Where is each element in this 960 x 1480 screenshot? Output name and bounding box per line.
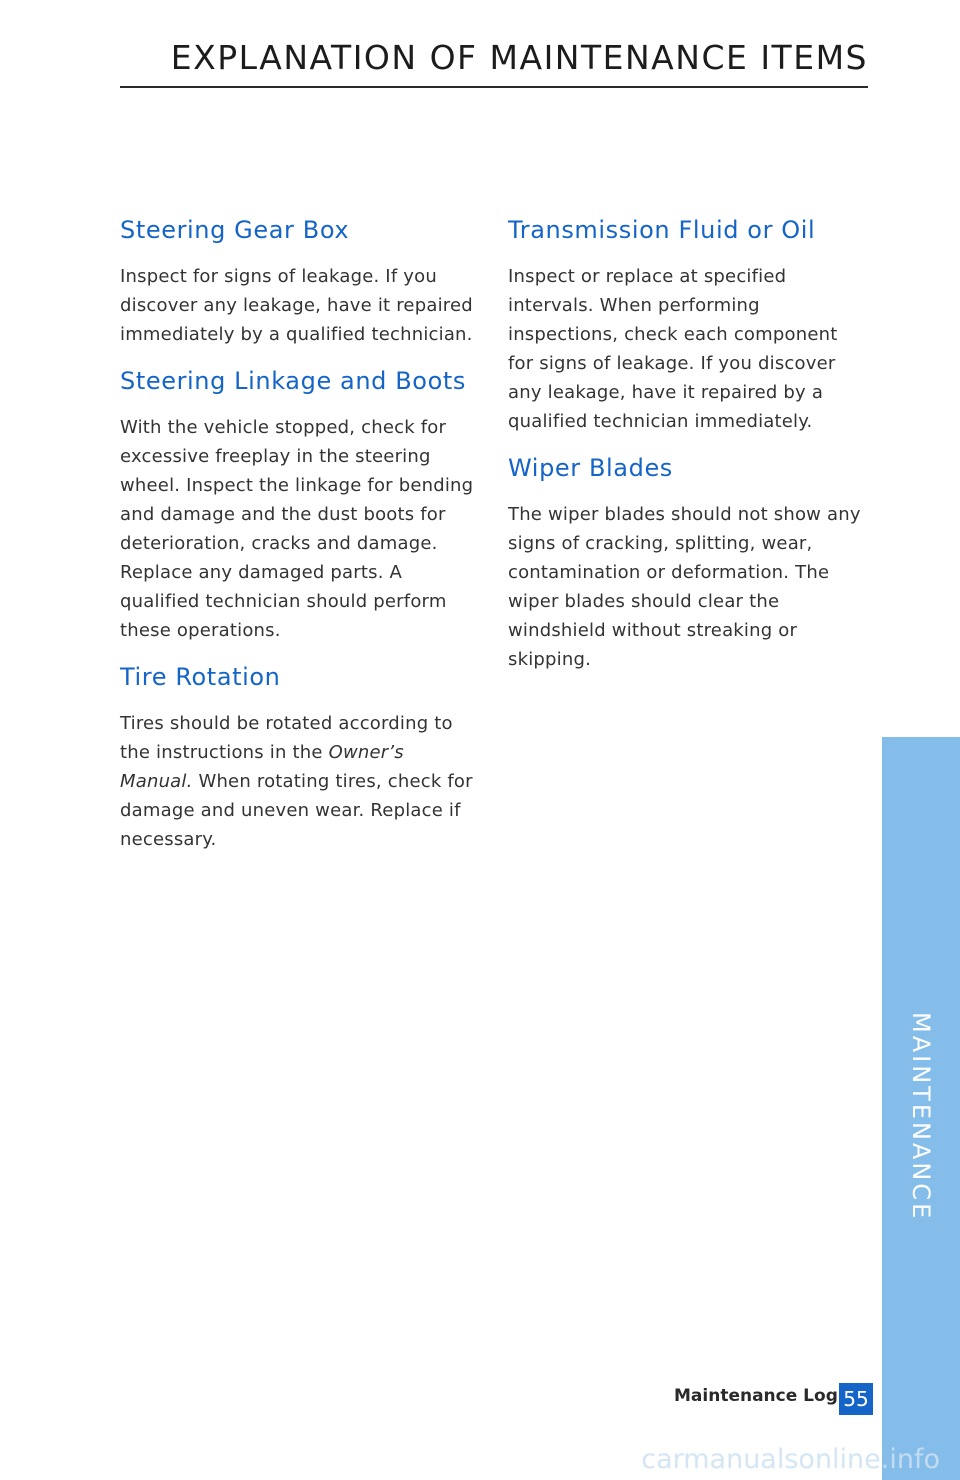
maintenance-side-tab xyxy=(882,737,960,1480)
section-body: The wiper blades should not show any signs of cracking, splitting, wear, contamination or deformation. The wiper blades should clear the windshield without streaking or skipping. xyxy=(508,504,861,670)
watermark: carmanualsonline.info xyxy=(641,1444,940,1475)
right-column xyxy=(508,212,868,688)
section-body xyxy=(120,709,482,854)
footer-label: Maintenance Log xyxy=(674,1386,838,1406)
body-text: When rotating tires, check for damage and uneven wear. Replace if necessary. xyxy=(120,771,473,850)
section-heading: Steering Gear Box xyxy=(120,216,350,244)
section-body: Inspect for signs of leakage. If you discover any leakage, have it repaired immediately by a qualified technician. xyxy=(120,266,473,345)
section-wiper-blades xyxy=(508,450,868,674)
page-title: EXPLANATION OF MAINTENANCE ITEMS xyxy=(170,38,868,77)
section-heading: Steering Linkage and Boots xyxy=(120,367,466,395)
section-body: Inspect or replace at specified intervals. When performing inspections, check each component for signs of leakage. If you discover any leakage, have it repaired by a qualified technician immediately. xyxy=(508,266,838,432)
page-header xyxy=(120,36,868,88)
section-tire-rotation xyxy=(120,659,482,854)
section-body: With the vehicle stopped, check for excessive freeplay in the steering wheel. Inspect the linkage for bending and damage and the dust boots for deterioration, cracks and damage. Replace any damaged parts. A qualified technician should perform these operations. xyxy=(120,417,474,641)
side-tab-label xyxy=(894,997,948,1237)
side-tab-text: MAINTENANCE xyxy=(907,1012,935,1222)
section-heading: Wiper Blades xyxy=(508,454,673,482)
section-heading: Transmission Fluid or Oil xyxy=(508,216,816,244)
left-column xyxy=(120,212,482,868)
section-transmission-fluid xyxy=(508,212,868,436)
body-text: Tires should be rotated according to the instructions in the xyxy=(120,713,453,763)
page-number: 55 xyxy=(839,1383,873,1415)
section-steering-gear-box xyxy=(120,212,482,349)
section-heading: Tire Rotation xyxy=(120,663,281,691)
owners-manual-reference: Owner’s Manual. xyxy=(120,742,404,792)
section-steering-linkage xyxy=(120,363,482,645)
